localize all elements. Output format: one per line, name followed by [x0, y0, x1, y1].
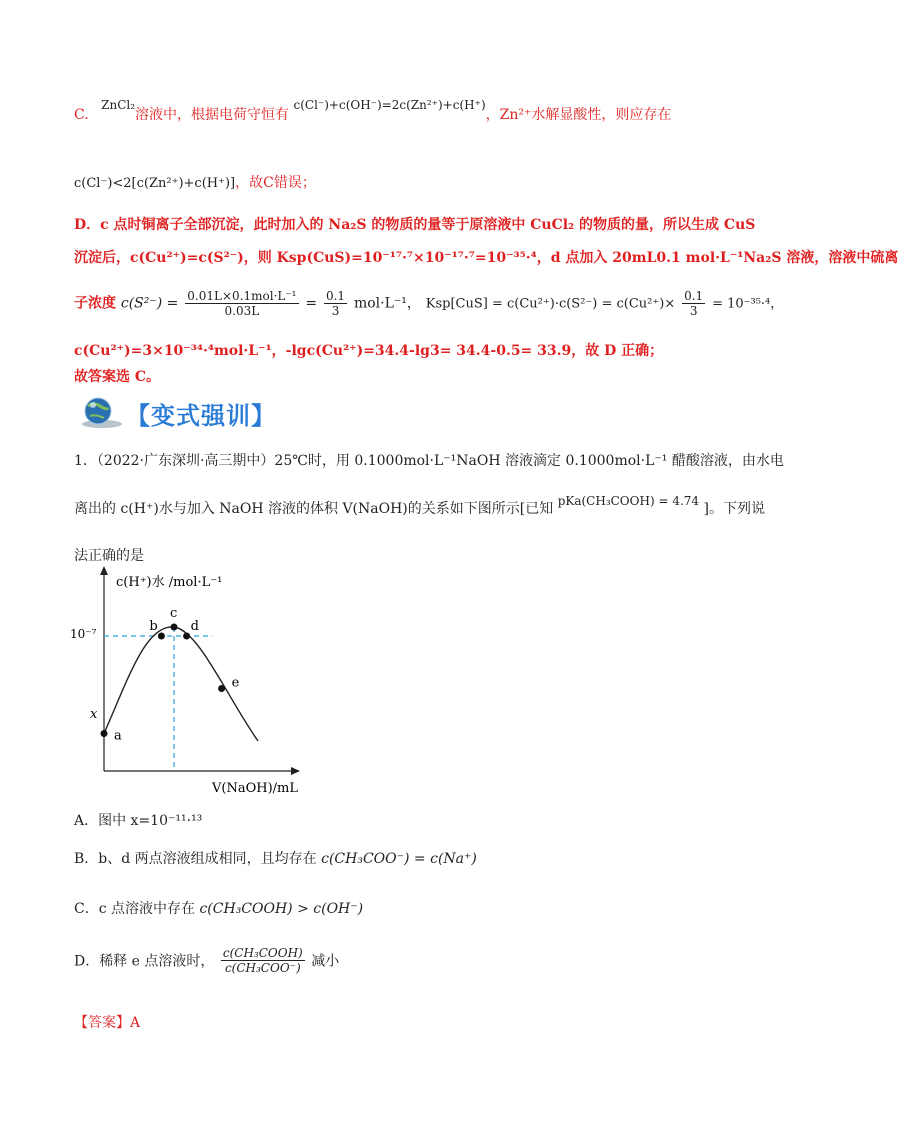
ksp-expr: Ksp[CuS] = c(Cu²⁺)·c(S²⁻) = c(Cu²⁺)×: [425, 296, 676, 312]
text: D．稀释 e 点溶液时，: [74, 953, 215, 970]
fraction-1: [185, 289, 298, 318]
pka-expr: pKa(CH₃COOH) = 4.74: [557, 494, 700, 508]
fraction-2: [324, 289, 347, 318]
numerator: 0.01L×0.1mol·L⁻¹: [187, 289, 297, 303]
section-banner: [78, 392, 298, 432]
option-d-line5: 故答案选 C。: [74, 369, 161, 385]
text: ]。下列说: [703, 501, 765, 517]
point-b: [158, 633, 165, 640]
option-b: [74, 848, 740, 868]
question-line3: 法正确的是: [74, 548, 144, 564]
point-c: [171, 624, 178, 631]
text: 离出的 c(H⁺)水与加入 NaOH 溶液的体积 V(NaOH)的关系如下图所示[已知: [74, 501, 554, 517]
denominator: 3: [689, 304, 698, 318]
titration-chart: [62, 566, 322, 816]
option-c-line1: [74, 98, 740, 124]
y-start-label: x: [90, 707, 98, 722]
numerator: c(CH₃COOH): [222, 946, 303, 960]
fraction-3: [682, 289, 705, 318]
text: 子浓度: [74, 295, 116, 312]
point-label-e: e: [231, 675, 240, 691]
point-e: [218, 685, 225, 692]
point-a: [101, 730, 108, 737]
x-axis-label: V(NaOH)/mL: [212, 781, 298, 796]
unit: mol·L⁻¹，: [353, 295, 421, 312]
question-line2: [74, 494, 765, 518]
label: C.: [74, 107, 89, 123]
y-ref-label: 10⁻⁷: [70, 627, 97, 641]
option-c: [74, 898, 740, 918]
option-d-line1: D．c 点时铜离子全部沉淀，此时加入的 Na₂S 的物质的量等于原溶液中 CuCl₂ 的物质的量，所以生成 CuS: [74, 217, 756, 233]
conclusion: ，故C错误；: [235, 175, 316, 191]
question-line1: 1．（2022·广东深圳·高三期中）25℃时，用 0.1000mol·L⁻¹NaOH 溶液滴定 0.1000mol·L⁻¹ 醋酸溶液，由水电: [74, 453, 784, 469]
denominator: 3: [331, 304, 340, 318]
inequality: c(Cl⁻)<2[c(Zn²⁺)+c(H⁺)]: [74, 176, 236, 191]
option-d-line4: c(Cu²⁺)=3×10⁻³⁴·⁴mol·L⁻¹，-lgc(Cu²⁺)=34.4-lg3= 34.4-0.5= 33.9，故 D 正确；: [74, 343, 664, 359]
option-d-line3: [74, 289, 784, 318]
charge-balance: c(Cl⁻)+c(OH⁻)=2c(Zn²⁺)+c(H⁺): [293, 98, 486, 112]
text: B．b、d 两点溶液组成相同，且均存在: [74, 851, 317, 867]
point-label-a: a: [114, 728, 122, 744]
option-a: A．图中 x=10⁻¹¹·¹³: [74, 813, 203, 829]
cs-expr: c(S²⁻) =: [120, 295, 179, 312]
text: ，Zn²⁺水解显酸性，则应存在: [485, 107, 672, 123]
text: C．c 点溶液中存在: [74, 901, 196, 917]
y-axis-arrow: [100, 566, 108, 575]
option-c-line2: [74, 172, 740, 192]
ksp-value: = 10⁻³⁵·⁴，: [712, 296, 784, 312]
equals: =: [305, 295, 318, 312]
option-d-line2: 沉淀后，c(Cu²⁺)=c(S²⁻)，则 Ksp(CuS)=10⁻¹⁷·⁷×10⁻¹⁷·⁷=10⁻³⁵·⁴，d 点加入 20mL0.1 mol·L⁻¹Na₂S 溶液，溶液中硫离: [74, 250, 898, 266]
text: 溶液中，根据电荷守恒有: [135, 107, 290, 123]
option-d: [74, 946, 740, 975]
option-c-expr: c(CH₃COOH) > c(OH⁻): [199, 901, 364, 917]
banner-title: 【变式强训】: [126, 402, 276, 430]
point-label-b: b: [149, 619, 158, 634]
point-label-d: d: [190, 619, 199, 634]
answer: 【答案】A: [74, 1015, 141, 1031]
numerator: 0.1: [684, 289, 704, 303]
numerator: 0.1: [325, 289, 346, 303]
formula-zncl2: ZnCl₂: [101, 98, 136, 112]
text: 减小: [311, 953, 340, 970]
denominator: 0.03L: [224, 304, 260, 318]
point-label-c: c: [170, 606, 178, 621]
option-b-expr: c(CH₃COO⁻) = c(Na⁺): [321, 851, 477, 867]
point-d: [183, 633, 190, 640]
x-axis-arrow: [291, 767, 300, 775]
y-axis-label: c(H⁺)水 /mol·L⁻¹: [116, 575, 223, 590]
denominator: c(CH₃COO⁻): [224, 961, 301, 975]
globe-icon: [78, 394, 122, 430]
option-d-fraction: [221, 946, 305, 975]
